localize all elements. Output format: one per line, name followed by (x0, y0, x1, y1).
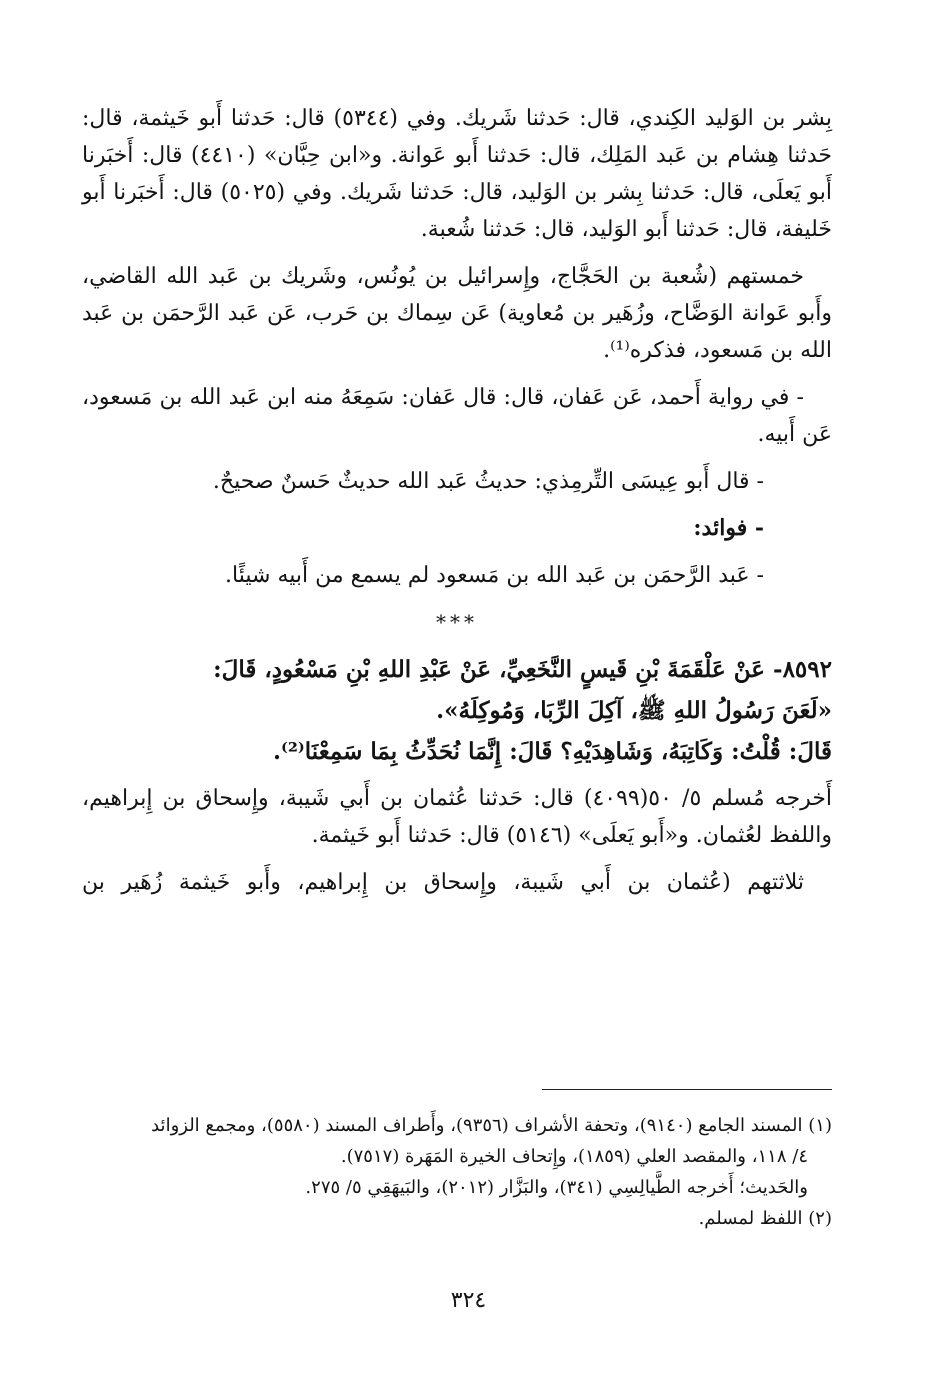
hadith-followup: قَالَ: قُلْتُ: وَكَاتِبَهُ، وَشَاهِدَيْهِ؟ قَالَ: إِنَّمَا نُحَدِّثُ بِمَا سَمِعْنَا⁽²⁾. (272, 738, 832, 765)
paragraph-ahmad-note: - في رواية أَحمد، عَن عَفان، قال: قال عَفان: سَمِعَهُ منه ابن عَبد الله بن مَسعود، عَن أَبيه. (82, 385, 832, 447)
paragraph-three-narrators: ثلاثتهم (عُثمان بن أَبي شَيبة، وإِسحاق بن إِبراهيم، وأَبو خَيثمة زُهَير بن (82, 870, 804, 895)
footnote-2: (٢) اللفظ لمسلم. (698, 1208, 832, 1229)
page-number: ٣٢٤ (450, 1288, 487, 1313)
paragraph-chain-continuation: بِشر بن الوَليد الكِندي، قال: حَدثنا شَريك. وفي (٥٣٤٤) قال: حَدثنا أَبو خَيثمة، قال: حَدثنا هِشام بن عَبد المَلِك، قال: حَدثنا أَبو عَوانة. و«ابن حِبَّان» (٤٤١٠) قال: أَخبَرنا أَبو يَعلَى، قال: حَدثنا بِشر بن الوَليد، قال: حَدثنا شَريك. وفي (٥٠٢٥) قال: أَخبَرنا أَبو خَليفة، قال: حَدثنا أَبو الوَليد، قال: حَدثنا شُعبة. (82, 106, 832, 242)
paragraph-benefit: - عَبد الرَّحمَن بن عَبد الله بن مَسعود لم يسمع من أَبيه شيئًا. (225, 563, 764, 588)
main-text (82, 100, 832, 911)
footnote-1-line1: (١) المسند الجامع (٩١٤٠)، وتحفة الأشراف (٩٣٥٦)، وأَطراف المسند (٥٥٨٠)، ومجمع الزوائد (151, 1115, 832, 1136)
paragraph-five-narrators: خمستهم (شُعبة بن الحَجَّاج، وإِسرائيل بن يُونُس، وشَريك بن عَبد الله القاضي، وأَبو عَوانة الوَضَّاح، وزُهَير بن مُعاوية) عَن سِماك بن حَرب، عَن عَبد الرَّحمَن بن عَبد الله بن مَسعود، فذكره⁽¹⁾. (82, 264, 832, 363)
section-separator-stars: *** (436, 610, 478, 634)
benefits-heading: - فوائد: (693, 515, 764, 541)
paragraph-takhrij: أَخرجه مُسلم ٥/ ٥٠(٤٠٩٩) قال: حَدثنا عُثمان بن أَبي شَيبة، وإِسحاق بن إِبراهيم، واللفظ لعُثمان. و«أَبو يَعلَى» (٥١٤٦) قال: حَدثنا أَبو خَيثمة. (82, 786, 833, 848)
hadith-text: «لَعَنَ رَسُولُ اللهِ ﷺ، آكِلَ الرِّبَا، وَمُوكِلَهُ». (436, 697, 832, 724)
hadith-number-and-chain: ٨٥٩٢- عَنْ عَلْقَمَةَ بْنِ قَيسٍ النَّخَعِيِّ، عَنْ عَبْدِ اللهِ بْنِ مَسْعُودٍ، قَالَ: (213, 656, 832, 683)
footnote-divider (542, 1089, 832, 1090)
footnote-1-line2: ٤/ ١١٨، والمقصد العلي (١٨٥٩)، وإِتحاف الخيرة المَهَرة (٧٥١٧). (340, 1146, 808, 1167)
footnote-1-line3: والحَديث؛ أَخرجه الطَّيالِسِي (٣٤١)، والبَزَّار (٢٠١٢)، والبَيهَقِي ٥/ ٢٧٥. (305, 1177, 808, 1198)
footnotes (82, 1110, 832, 1234)
paragraph-tirmidhi-grade: - قال أَبو عِيسَى التِّرمِذي: حديثُ عَبد الله حديثٌ حَسنٌ صحيحٌ. (212, 469, 764, 494)
